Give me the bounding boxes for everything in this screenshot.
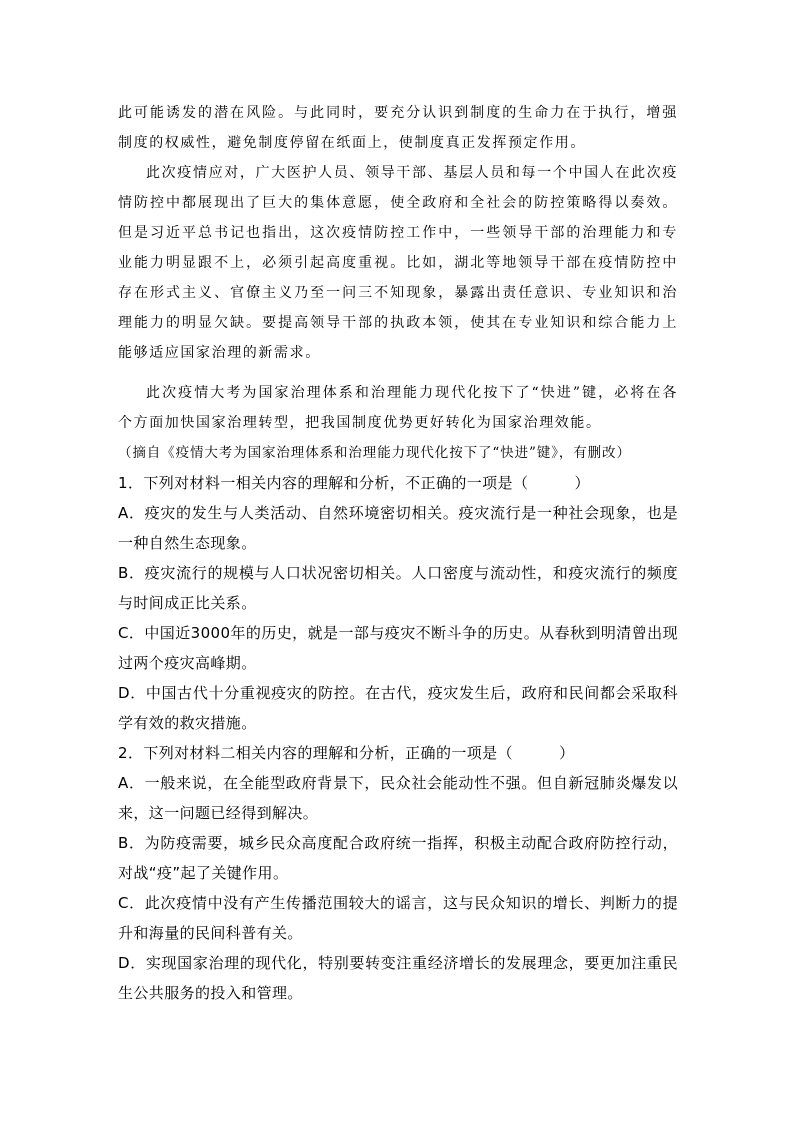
option-a[interactable]: A．疫灾的发生与人类活动、自然环境密切相关。疫灾流行是一种社会现象，也是一种自然生态现象。 (118, 504, 678, 552)
option-b[interactable]: B．疫灾流行的规模与人口状况密切相关。人口密度与流动性，和疫灾流行的频度与时间成正比关系。 (118, 564, 678, 612)
question-stem: 1．下列对材料一相关内容的理解和分析，不正确的一项是（ ） (118, 474, 590, 492)
passage-source: （摘自《疫情大考为国家治理体系和治理能力现代化按下了“快进”键》，有删改） (118, 445, 631, 461)
passage-paragraph: 此次疫情应对，广大医护人员、领导干部、基层人员和每一个中国人在此次疫情防控中都展现出了巨大的集体意愿，使全政府和全社会的防控策略得以奏效。但是习近平总书记也指出，这次疫情防控工作中，一些领导干部的治理能力和专业能力明显跟不上，必须引起高度重视。比如，湖北等地领导干部在疫情防控中存在形式主义、官僚主义乃至一问三不知现象，暴露出责任意识、专业知识和治理能力的明显欠缺。要提高领导干部的执政本领，使其在专业知识和综合能力上能够适应国家治理的新需求。 (118, 165, 678, 361)
option-c[interactable]: C．此次疫情中没有产生传播范围较大的谣言，这与民众知识的增长、判断力的提升和海量的民间科普有关。 (118, 894, 678, 942)
question-stem: 2．下列对材料二相关内容的理解和分析，正确的一项是（ ） (118, 744, 575, 762)
passage-paragraph: 此可能诱发的潜在风险。与此同时，要充分认识到制度的生命力在于执行，增强制度的权威性，避免制度停留在纸面上，使制度真正发挥预定作用。 (118, 105, 678, 151)
passage-paragraph: 此次疫情大考为国家治理体系和治理能力现代化按下了“快进”键，必将在各个方面加快国家治理转型，把我国制度优势更好转化为国家治理效能。 (118, 385, 678, 431)
option-c[interactable]: C．中国近3000年的历史，就是一部与疫灾不断斗争的历史。从春秋到明清曾出现过两个疫灾高峰期。 (118, 624, 678, 672)
paragraph-gap (118, 368, 678, 378)
option-d[interactable]: D．中国古代十分重视疫灾的防控。在古代，疫灾发生后，政府和民间都会采取科学有效的救灾措施。 (118, 684, 678, 732)
option-a[interactable]: A．一般来说，在全能型政府背景下，民众社会能动性不强。但自新冠肺炎爆发以来，这一问题已经得到解决。 (118, 774, 678, 822)
question-1 (118, 468, 678, 738)
document-page (118, 98, 678, 1008)
question-2 (118, 738, 678, 1008)
option-b[interactable]: B．为防疫需要，城乡民众高度配合政府统一指挥，积极主动配合政府防控行动，对战“疫”起了关键作用。 (118, 834, 678, 882)
option-d[interactable]: D．实现国家治理的现代化，特别要转变注重经济增长的发展理念，要更加注重民生公共服务的投入和管理。 (118, 954, 678, 1002)
